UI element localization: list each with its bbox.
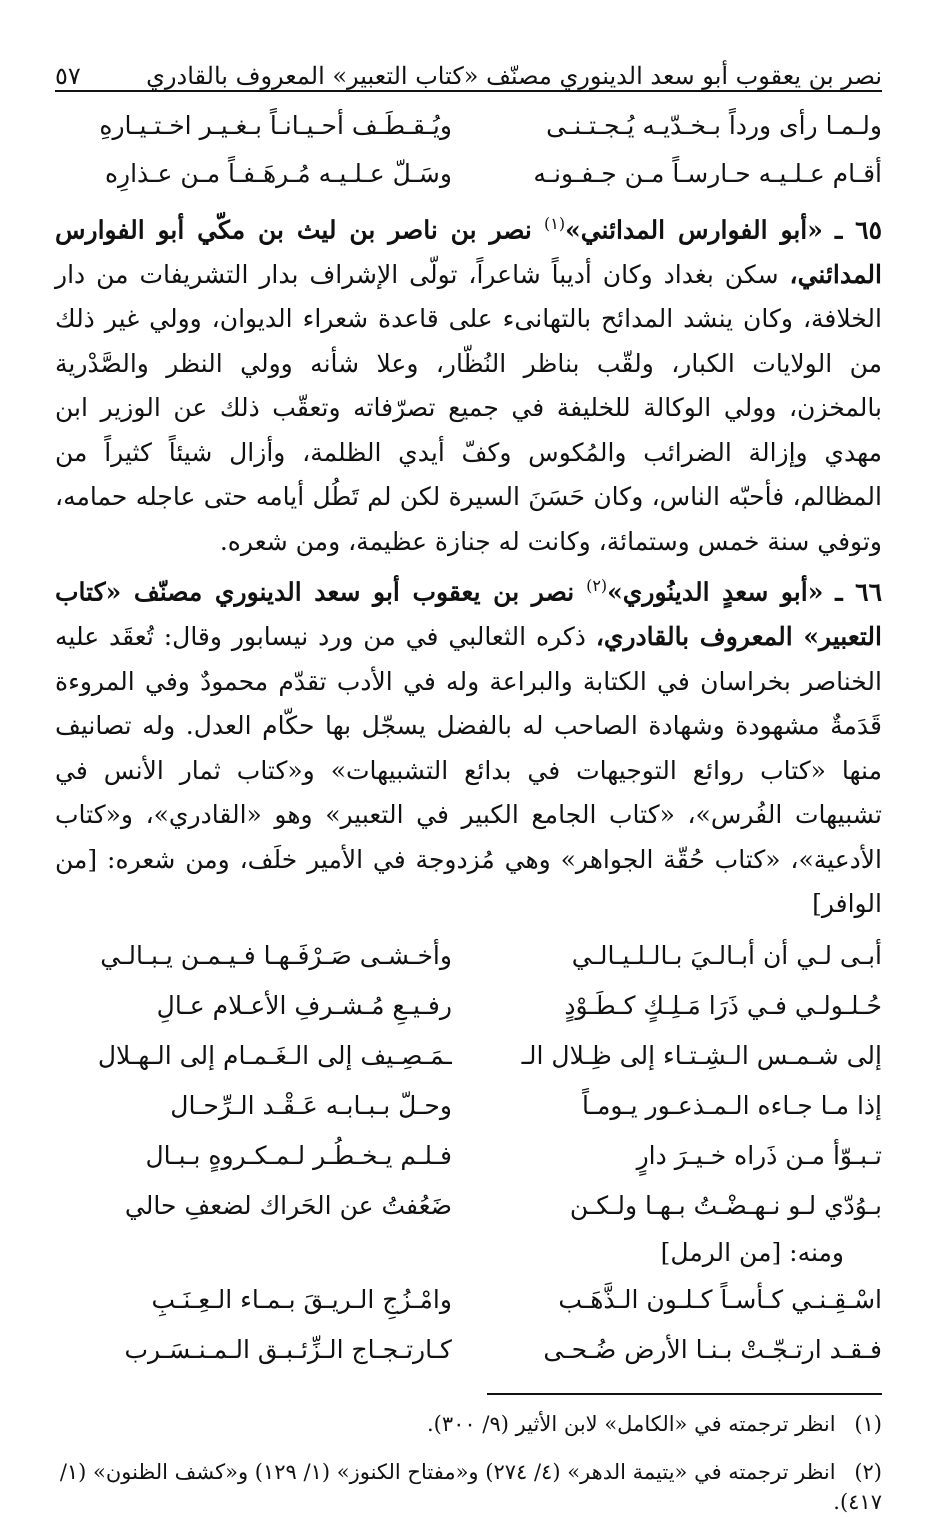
entry-65 <box>55 202 882 564</box>
entry-fullname: نصر بن ناصر بن ليث بن مكّي أبو الفوارس المدائني، <box>55 215 882 289</box>
footnote-number: (٢) <box>854 1459 882 1484</box>
top-verses <box>55 102 882 198</box>
book-page <box>55 48 882 1517</box>
hemistich-first: أقـام عـلـيـه حـارسـاً مـن جـفـونـه <box>533 159 882 188</box>
hemistich-second: وسَـلّ عـلـيـه مُـرهَـفـاً مـن عـذارِه <box>104 159 452 188</box>
hemistich-second: رفـيـعِ مُـشـرفِ الأعـلام عـالِ <box>156 990 452 1020</box>
hemistich-first: أبـى لـي أن أبـالـيَ بـالـلـيـالـي <box>571 940 882 970</box>
entry-body: ذكره الثعالبي في من ورد نيسابور وقال: تُعقَد عليه الخناصر بخراسان في الكتابة والبراعة وله في الأدب تقدّم محمودٌ وفي المروءة قَدَمةٌ مشهودة وشهادة الصاحب له بالفضل يسجّل بها حكّام العدل. وله تصانيف منها «كتاب روائع التوجيهات في بدائع التشبيهات» و«كتاب ثمار الأنس في تشبيهات الفُرس»، «كتاب الجامع الكبير في التعبير» وهو «القادري»، و«كتاب الأدعية»، «كتاب حُقّة الجواهر» وهي مُزدوجة في الأمير خلَف، ومن شعره: <box>55 622 882 874</box>
hemistich-first: اسْـقِـنـي كـأسـاً كـلـون الـذَّهَـب <box>558 1284 882 1314</box>
hemistich-first: بـوُدّي لـو نـهـضْـتُ بـهـا ولـكـن <box>569 1190 882 1220</box>
hemistich-second: وامْـزُجِ الـريـقَ بـمـاء الـعِـنَـبِ <box>151 1284 452 1314</box>
running-header <box>55 48 882 92</box>
verse-line <box>55 981 882 1031</box>
entry-number: ٦٥ ـ <box>834 215 882 245</box>
entry-name: «أبو سعدٍ الدينُوري» <box>607 577 824 607</box>
hemistich-second: فـلـم يـخـطُـر لـمـكـروهٍ بـبـال <box>145 1140 452 1170</box>
verse-line <box>55 1131 882 1181</box>
running-title: نصر بن يعقوب أبو سعد الدينوري مصنّف «كتاب التعبير» المعروف بالقادري <box>146 62 882 90</box>
meter-label: [من الوافر] <box>55 844 882 919</box>
verse-line <box>55 931 882 981</box>
hemistich-second: ـمَـصِـيف إلى الـغَـمـام إلى الـهـلال <box>97 1040 452 1070</box>
hemistich-first: تـبـوّأ مـن ذَراه خـيـرَ دارٍ <box>636 1140 882 1170</box>
entry-name: «أبو الفوارس المدائني» <box>565 215 823 245</box>
verse-line <box>55 1031 882 1081</box>
entry-fullname: نصر بن يعقوب أبو سعد الدينوري مصنّف «كتاب التعبير» المعروف بالقادري، <box>55 577 882 652</box>
ramal-intro: ومنه: [من الرمل] <box>660 1237 844 1267</box>
hemistich-first: إذا مـا جـاءه الـمـذعـور يـومـاً <box>582 1090 882 1120</box>
hemistich-first: فـقـد ارتـجّـتْ بـنـا الأرض ضُـحـى <box>543 1334 882 1364</box>
footnote <box>55 1457 882 1517</box>
verse-line <box>55 150 882 198</box>
page-number: ٥٧ <box>55 62 81 90</box>
footnote <box>55 1409 882 1439</box>
footnote-number: (١) <box>854 1411 882 1436</box>
hemistich-first: حُـلـولـي فـي ذَرَا مَـلِـكٍ كـطَـوْدٍ <box>564 990 882 1020</box>
entry-body: سكن بغداد وكان أديباً شاعراً، تولّى الإشراف بدار التشريفات من دار الخلافة، وكان ينشد المدائح بالتهانىء على قاعدة شعراء الديوان، وولي غير ذلك من الولايات الكبار، ولقّب بناظر النُظّار، وعلا شأنه وولي النظر والصَّدْرية بالمخزن، وولي الوكالة للخليفة في جميع تصرّفاته وتعقّب ذلك عن الوزير ابن مهدي وإزالة الضرائب والمُكوس وكفّ أيدي الظلمة، وأزال شيئاً كثيراً من المظالم، فأحبّه الناس، وكان حَسَنَ السيرة لكن لم تَطُل أيامه حتى عاجله حمامه، وتوفي سنة خمس وستمائة، وكانت له جنازة عظيمة، ومن شعره. <box>55 259 883 556</box>
footnote-marker[interactable]: (٢) <box>586 576 608 596</box>
footnote-text: انظر ترجمته في «يتيمة الدهر» (٤/ ٢٧٤) و«مفتاح الكنوز» (١/ ١٢٩) و«كشف الظنون» (١/ ٤١٧). <box>59 1459 882 1514</box>
verse-line <box>55 102 882 150</box>
footnote-marker[interactable]: (١) <box>543 214 566 233</box>
ramal-poem <box>55 1275 882 1375</box>
hemistich-second: ويُـقـطَـف أحـيـانـاً بـغـيـر اخـتـيـارهِ <box>99 111 452 140</box>
footnote-text: انظر ترجمته في «الكامل» لابن الأثير (٩/ ٣٠٠). <box>426 1411 836 1436</box>
entry-66 <box>55 564 882 926</box>
footnote-divider <box>487 1393 882 1395</box>
hemistich-second: وحـلّ بـبـابـه عَـقْـد الـرِّحـال <box>170 1090 452 1120</box>
hemistich-second: كـارتـجـاج الـزِّئـبـق الـمـنـسَـرب <box>124 1334 452 1364</box>
hemistich-first: إلى شـمـس الـشِـتـاء إلى ظِـلال الـ <box>521 1040 882 1070</box>
hemistich-second: وأخـشـى صَـرْفَـهـا فـيـمـن يـبـالـي <box>100 940 452 970</box>
verse-line <box>55 1181 882 1231</box>
hemistich-second: ضَعُفتُ عن الحَراك لضعفِ حالي <box>124 1190 452 1220</box>
entry-number: ٦٦ ـ <box>835 577 882 607</box>
wafir-poem <box>55 931 882 1231</box>
verse-line <box>55 1325 882 1375</box>
verse-line <box>55 1081 882 1131</box>
hemistich-first: ولـمـا رأى ورداً بـخـدّيـه يُـجـتـنـى <box>546 111 882 140</box>
verse-line <box>55 1275 882 1325</box>
